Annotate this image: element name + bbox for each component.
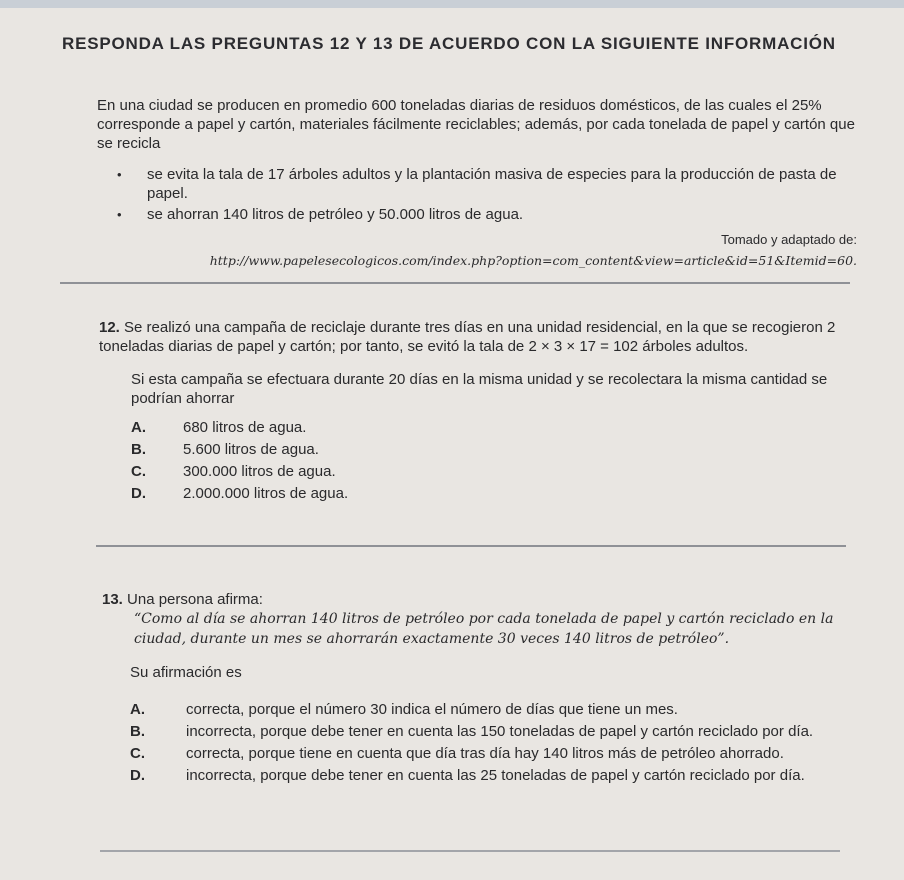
divider	[60, 282, 850, 284]
info-bullet: • se ahorran 140 litros de petróleo y 50.000 litros de agua.	[97, 205, 857, 224]
question-number: 13.	[102, 591, 123, 608]
option-text: correcta, porque tiene en cuenta que día tras día hay 140 litros más de petróleo ahorrado.	[186, 745, 784, 762]
option-c[interactable]	[130, 744, 837, 763]
option-c[interactable]	[131, 462, 841, 481]
divider	[100, 850, 840, 852]
option-text: incorrecta, porque debe tener en cuenta las 25 toneladas de papel y cartón reciclado por día.	[186, 767, 805, 784]
option-text: 5.600 litros de agua.	[183, 441, 319, 458]
info-bullet: • se evita la tala de 17 árboles adultos y la plantación masiva de especies para la producción de pasta de papel.	[97, 165, 857, 203]
source-label: Tomado y adaptado de:	[721, 232, 857, 247]
option-d[interactable]	[130, 766, 837, 785]
option-letter: B.	[130, 723, 145, 740]
option-letter: B.	[131, 441, 146, 458]
options-list	[99, 418, 841, 503]
question-12	[99, 318, 841, 506]
option-letter: A.	[131, 419, 146, 436]
option-text: correcta, porque el número 30 indica el número de días que tiene un mes.	[186, 701, 678, 718]
option-d[interactable]	[131, 484, 841, 503]
option-text: 2.000.000 litros de agua.	[183, 485, 349, 502]
option-b[interactable]	[130, 722, 837, 741]
quote-text: “Como al día se ahorran 140 litros de petróleo por cada tonelada de papel y cartón reciclado en la ciudad, durante un mes se ahorrarán exactamente 30 veces 140 litros de petróleo”.	[134, 611, 834, 647]
option-letter: C.	[131, 463, 146, 480]
options-list	[102, 700, 837, 785]
question-13	[102, 590, 837, 788]
question-prompt: Su afirmación es	[130, 664, 242, 681]
question-stem: Se realizó una campaña de reciclaje durante tres días en una unidad residencial, en la que se recogieron 2 toneladas diarias de papel y cartón; por tanto, se evitó la tala de 2 × 3 × 17 = 102 árboles adultos.	[99, 319, 836, 355]
question-stem: Una persona afirma:	[127, 591, 263, 608]
option-letter: D.	[130, 767, 145, 784]
source-url: http://www.papelesecologicos.com/index.php?option=com_content&view=article&id=51&Itemid=60.	[209, 253, 857, 268]
option-a[interactable]	[131, 418, 841, 437]
question-prompt: Si esta campaña se efectuara durante 20 días en la misma unidad y se recolectara la misma cantidad se podrían ahorrar	[131, 371, 828, 407]
option-a[interactable]	[130, 700, 837, 719]
option-letter: D.	[131, 485, 146, 502]
option-text: 680 litros de agua.	[183, 419, 307, 436]
info-block	[97, 96, 857, 270]
option-text: 300.000 litros de agua.	[183, 463, 336, 480]
info-bullets	[97, 165, 857, 224]
top-edge	[0, 0, 904, 8]
section-heading: RESPONDA LAS PREGUNTAS 12 Y 13 DE ACUERDO CON LA SIGUIENTE INFORMACIÓN	[62, 34, 836, 53]
option-b[interactable]	[131, 440, 841, 459]
option-letter: C.	[130, 745, 145, 762]
option-text: incorrecta, porque debe tener en cuenta las 150 toneladas de papel y cartón reciclado por día.	[186, 723, 814, 740]
question-number: 12.	[99, 319, 120, 336]
option-letter: A.	[130, 701, 145, 718]
divider	[96, 545, 846, 547]
info-paragraph: En una ciudad se producen en promedio 600 toneladas diarias de residuos domésticos, de las cuales el 25% corresponde a papel y cartón, materiales fácilmente reciclables; además, por cada tonelada de papel y cartón que se recicla	[97, 97, 855, 152]
